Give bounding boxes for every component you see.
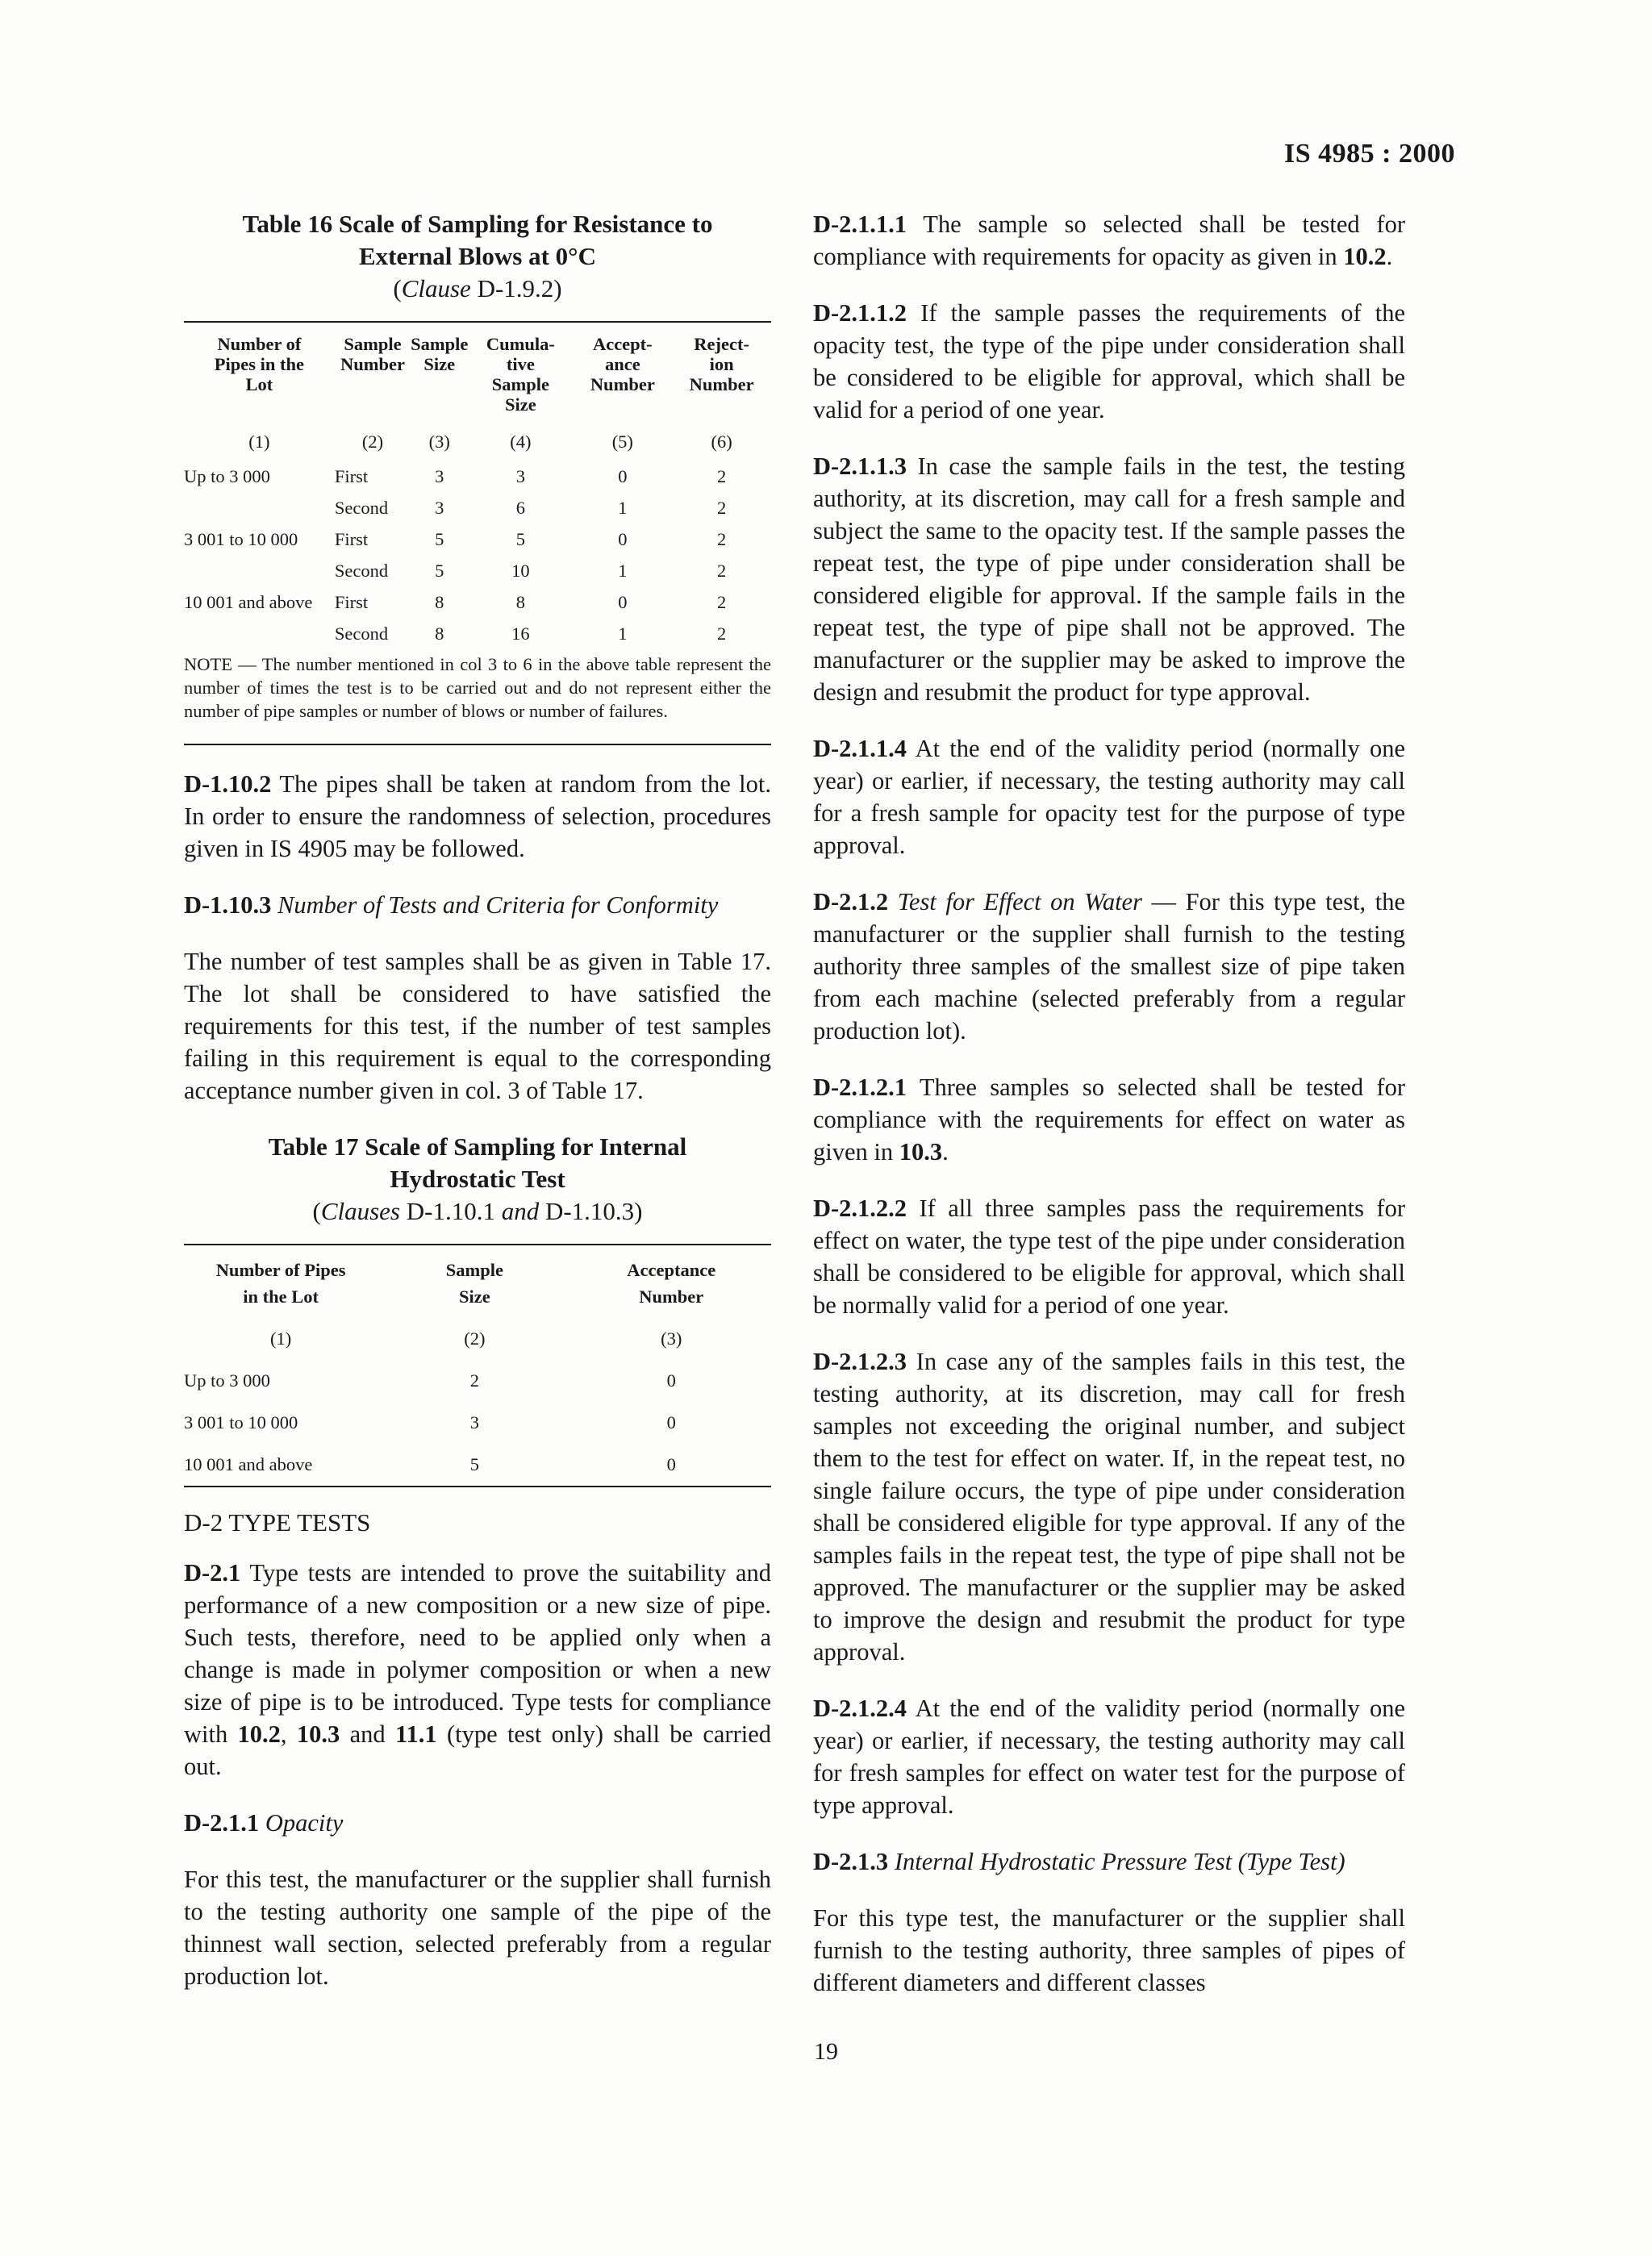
table16-clause: (Clause D-1.9.2): [393, 274, 562, 302]
table17-caption: [184, 1131, 771, 1228]
para-d-2-1: D-2.1 Type tests are intended to prove the suitability and performance of a new composition or a new size of pipe. Such tests, therefore, need to be applied only when a change is made in polymer composition or when a new size of pipe is to be introduced. Type tests for compliance with 10.2, 10.3 and 11.1 (type test only) shall be carried out.: [184, 1559, 771, 1780]
table16-header-c3: Sample Size: [411, 334, 469, 374]
para-d-2-1-2-2: D-2.1.2.2 If all three samples pass the requirements for effect on water, the type test of the pipe under consideration shall be considered to be eligible for approval, which shall be normally valid for a period of one year.: [813, 1195, 1405, 1319]
table17-colnum-row: [184, 1318, 771, 1360]
para-d-1-10-3-text: The number of test samples shall be as given in Table 17. The lot shall be considered to have satisfied the requirements for this test, if the number of test samples failing in this requirement is equal to the corresponding acceptance number given in col. 3 of Table 17.: [184, 948, 771, 1104]
table16-caption-line1: Table 16 Scale of Sampling for Resistance to: [242, 210, 713, 238]
table17-header-c3: Acceptance Number: [627, 1260, 716, 1307]
table17-header-c1: Number of Pipes in the Lot: [215, 1260, 346, 1307]
table-cell: 6: [515, 498, 526, 518]
table17-caption-line2: Hydrostatic Test: [390, 1165, 565, 1193]
table-cell: Second: [334, 498, 389, 518]
table16: [184, 323, 771, 649]
table-cell: Second: [334, 623, 389, 644]
table-cell: 8: [435, 623, 444, 644]
right-column: [813, 208, 1405, 2023]
table16-header-c1: Number of Pipes in the Lot: [214, 334, 305, 394]
table-cell: 2: [716, 498, 727, 518]
table-row: [184, 492, 771, 523]
para-d-2-1-2-3: D-2.1.2.3 In case any of the samples fails in this test, the testing authority, at its discretion, may call for fresh samples not exceeding the original number, and subject them to the test for effect on water. If, in the repeat test, no single failure occurs, the type of pipe under consideration shall be considered eligible for type approval. If any of the samples fails in the repeat test, the type of pipe shall not be approved. The manufacturer or the supplier may be asked to improve the design and resubmit the product for type approval.: [813, 1348, 1405, 1666]
table-row: [184, 586, 771, 618]
page-number: 19: [814, 2038, 838, 2065]
para-d-1-10-2: D-1.10.2 The pipes shall be taken at random from the lot. In order to ensure the randomness of selection, procedures given in IS 4905 may be followed.: [184, 770, 771, 862]
para-d-2-1-1-4: D-2.1.1.4 At the end of the validity period (normally one year) or earlier, if necessary, the testing authority may call for a fresh sample for opacity test for the purpose of type approval.: [813, 735, 1405, 859]
table16-header-c5: Accept- ance Number: [590, 334, 655, 394]
table-row: [184, 1402, 771, 1444]
table16-header-c6: Reject- ion Number: [689, 334, 754, 394]
para-d-1-10-3-heading: D-1.10.3 Number of Tests and Criteria for Conformity: [184, 891, 719, 919]
para-d-2-1-3-heading: D-2.1.3 Internal Hydrostatic Pressure Test (Type Test): [813, 1848, 1345, 1875]
table-cell: Up to 3 000: [184, 1370, 270, 1391]
table-cell: 1: [618, 498, 628, 518]
para-d-2-1-1-heading: D-2.1.1 Opacity: [184, 1809, 344, 1837]
table-cell: 2: [716, 466, 727, 486]
table-cell: 10 001 and above: [184, 1454, 313, 1474]
table-cell: [184, 555, 335, 586]
table-row: [184, 461, 771, 492]
table-cell: 16: [511, 623, 530, 644]
table-cell: (2): [464, 1328, 486, 1349]
table-cell: (5): [611, 432, 633, 452]
table-cell: 3 001 to 10 000: [184, 1412, 298, 1432]
table-cell: (4): [510, 432, 532, 452]
table17-clause: (Clauses D-1.10.1 and D-1.10.3): [312, 1197, 643, 1225]
table16-header-c4: Cumula- tive Sample Size: [486, 334, 555, 415]
table-cell: 8: [515, 592, 526, 612]
para-d-2-1-1-3: D-2.1.1.3 In case the sample fails in the test, the testing authority, at its discretion, may call for a fresh sample and subject the same to the opacity test. If the sample passes the repeat test, the type of pipe under consideration shall be considered eligible for approval. If the sample fails in the repeat test, the type of pipe shall not be approved. The manufacturer or the supplier may be asked to improve the design and resubmit the product for type approval.: [813, 452, 1405, 706]
para-d-2-1-1-2: D-2.1.1.2 If the sample passes the requirements of the opacity test, the type of the pipe under consideration shall be considered to be eligible for approval, which shall be valid for a period of one year.: [813, 299, 1405, 423]
table-cell: 2: [469, 1370, 479, 1391]
table-row: [184, 523, 771, 555]
para-d-2-1-1-1: D-2.1.1.1 The sample so selected shall be tested for compliance with requirements for opacity as given in 10.2.: [813, 211, 1405, 270]
table-cell: 3: [435, 466, 444, 486]
table-cell: 2: [716, 592, 727, 612]
table-cell: 2: [716, 529, 727, 549]
table-cell: 3: [469, 1412, 479, 1432]
table-row: [184, 1360, 771, 1402]
table-cell: (3): [428, 432, 450, 452]
table-cell: (3): [661, 1328, 682, 1349]
table-cell: First: [334, 592, 369, 612]
table-cell: First: [334, 529, 369, 549]
table-cell: [184, 492, 335, 523]
table-cell: First: [334, 466, 369, 486]
table16-colnum-row: [184, 415, 771, 461]
table17-header-row: [184, 1245, 771, 1318]
para-d-2-1-1-text: For this test, the manufacturer or the supplier shall furnish to the testing authority one sample of the pipe of the thinnest wall section, selected preferably from a regular production lot.: [184, 1866, 771, 1990]
table-cell: (6): [711, 432, 732, 452]
table16-caption: [184, 208, 771, 305]
para-d-2-1-3-text: For this type test, the manufacturer or the supplier shall furnish to the testing authority, three samples of pipes of different diameters and different classes: [813, 1904, 1405, 1996]
table-cell: 3: [435, 498, 444, 518]
table17-header-c2: Sample Size: [445, 1260, 503, 1307]
table-cell: 5: [435, 561, 444, 581]
para-d-2-1-2-1: D-2.1.2.1 Three samples so selected shall be tested for compliance with the requirements for effect on water as given in 10.3.: [813, 1074, 1405, 1166]
table-cell: 5: [469, 1454, 479, 1474]
table-row: [184, 555, 771, 586]
table-cell: 10: [511, 561, 530, 581]
table-cell: (1): [248, 432, 270, 452]
para-d-2-1-2-4: D-2.1.2.4 At the end of the validity period (normally one year) or earlier, if necessary, the testing authority may call for fresh samples for effect on water test for the purpose of type approval.: [813, 1695, 1405, 1819]
table-cell: 0: [618, 529, 628, 549]
table17: [184, 1245, 771, 1486]
table-cell: 0: [666, 1370, 676, 1391]
table-cell: 2: [716, 623, 727, 644]
table-cell: 1: [618, 623, 628, 644]
table-cell: 0: [618, 592, 628, 612]
table-cell: (1): [269, 1328, 292, 1349]
table-cell: 5: [435, 529, 444, 549]
table-row: [184, 1444, 771, 1486]
table17-bottom-rule: [184, 1486, 771, 1487]
table-row: [184, 618, 771, 649]
table-cell: Up to 3 000: [184, 466, 270, 486]
table16-bottom-rule: [184, 744, 771, 745]
table16-note: NOTE — The number mentioned in col 3 to 6 in the above table represent the number of times the test is to be carried out and do not represent either the number of pipe samples or number of blows or number of failures.: [184, 654, 771, 721]
table16-header-c2: Sample Number: [340, 334, 405, 374]
table17-caption-line1: Table 17 Scale of Sampling for Internal: [268, 1132, 687, 1161]
table16-header-row: [184, 323, 771, 415]
table-cell: 0: [666, 1412, 676, 1432]
table-cell: 1: [618, 561, 628, 581]
table-cell: 0: [618, 466, 628, 486]
table-cell: Second: [334, 561, 389, 581]
left-column: [184, 208, 771, 2016]
table-cell: 0: [666, 1454, 676, 1474]
table-cell: (2): [361, 432, 384, 452]
section-heading-d-2: D-2 TYPE TESTS: [184, 1508, 371, 1537]
standard-number: IS 4985 : 2000: [1284, 139, 1455, 169]
table-cell: 2: [716, 561, 727, 581]
table-cell: 5: [515, 529, 526, 549]
table-cell: 3 001 to 10 000: [184, 529, 298, 549]
table16-caption-line2: External Blows at 0°C: [359, 242, 596, 270]
table-cell: 10 001 and above: [184, 592, 313, 612]
para-d-2-1-2: D-2.1.2 Test for Effect on Water — For this type test, the manufacturer or the supplier shall furnish to the testing authority three samples of the smallest size of pipe taken from each machine (selected preferably from a regular production lot).: [813, 888, 1405, 1045]
table-cell: 8: [435, 592, 444, 612]
table-cell: 3: [515, 466, 526, 486]
table-cell: [184, 618, 335, 649]
